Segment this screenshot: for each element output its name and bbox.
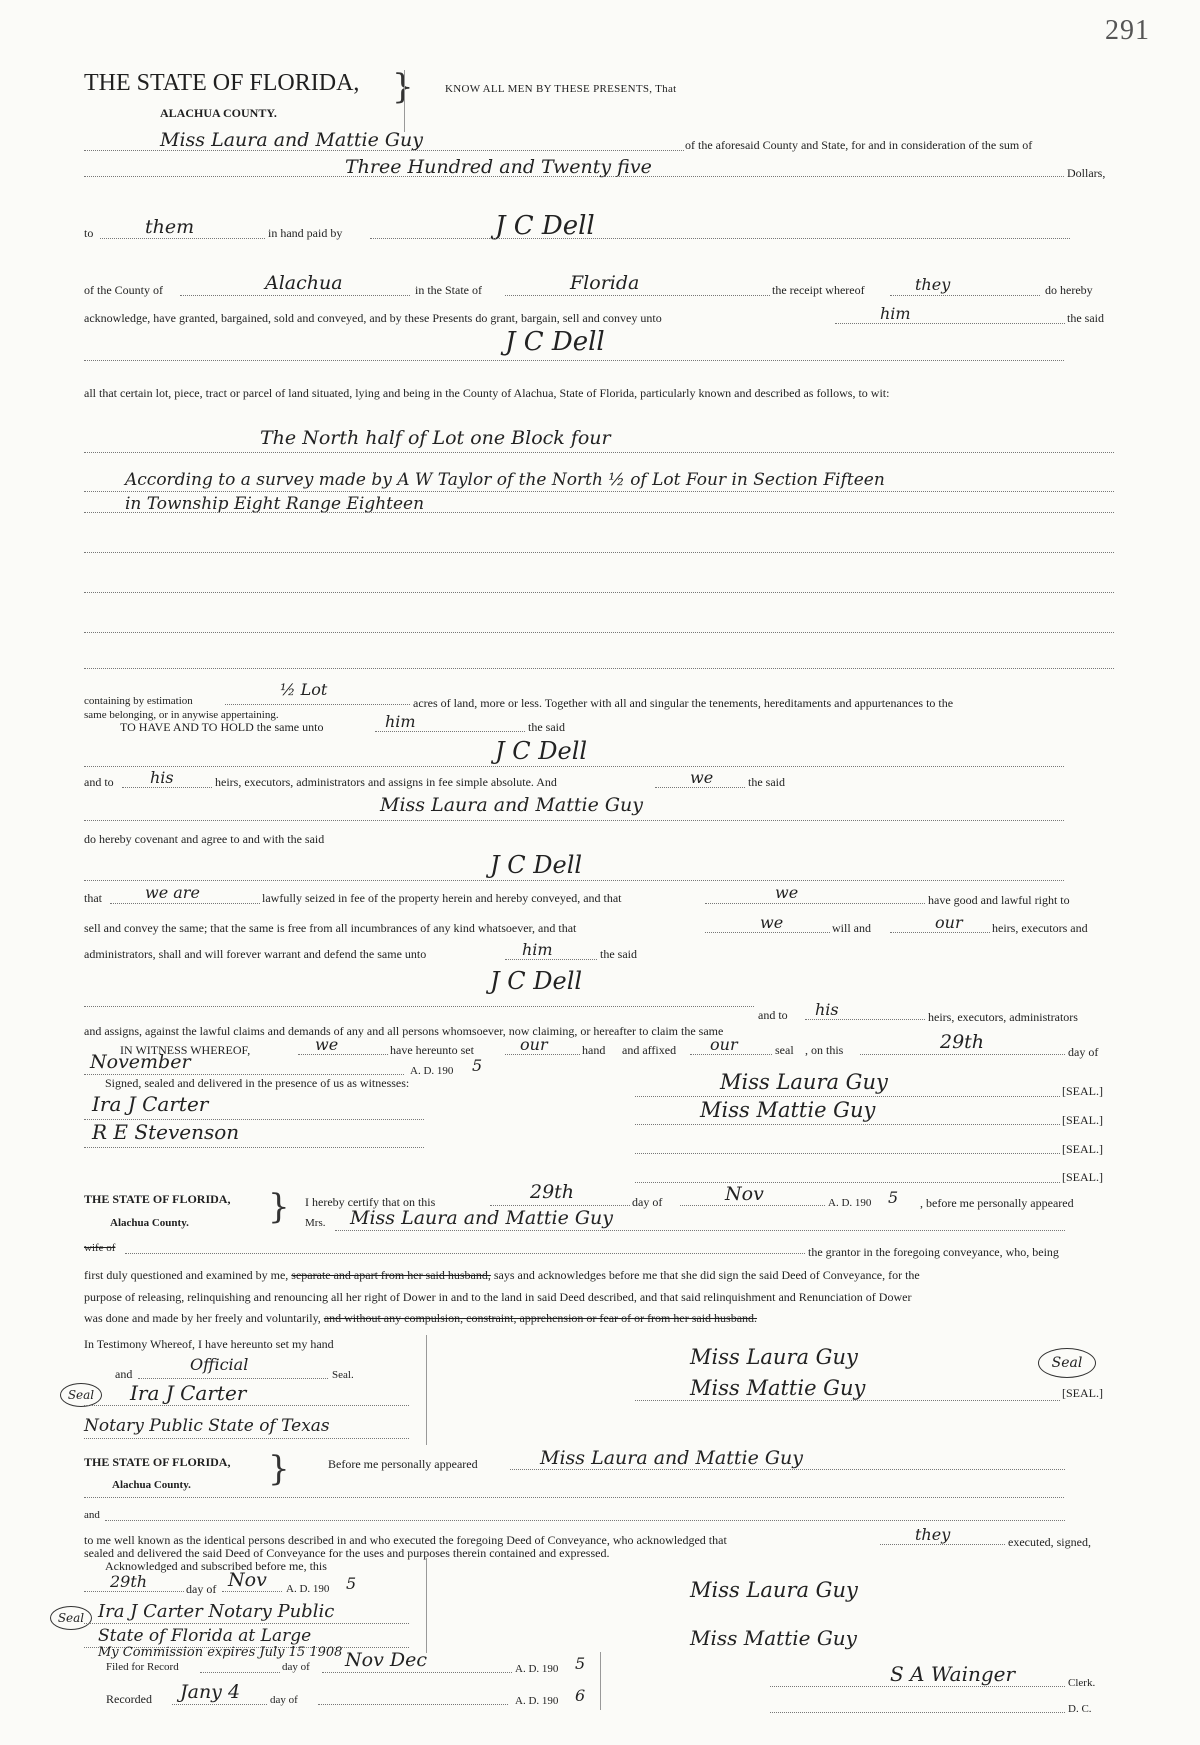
filed-text: Filed for Record bbox=[106, 1661, 179, 1673]
in-state-text: in the State of bbox=[415, 283, 482, 297]
his2-field: his bbox=[815, 1000, 839, 1019]
county-rule bbox=[180, 295, 410, 296]
cert-notary-title: Notary Public State of Texas bbox=[84, 1416, 330, 1436]
the-said4-text: the said bbox=[600, 947, 637, 961]
cert-names: Miss Laura and Mattie Guy bbox=[350, 1207, 614, 1229]
cert-notary-title-rule bbox=[84, 1438, 409, 1439]
and-to2-text: and to bbox=[758, 1008, 788, 1022]
our-field: our bbox=[935, 913, 963, 932]
ack-day-rule bbox=[84, 1591, 184, 1592]
signature-2: Miss Mattie Guy bbox=[700, 1098, 876, 1122]
ack-names: Miss Laura and Mattie Guy bbox=[540, 1447, 804, 1469]
grantee-rule bbox=[84, 360, 1064, 361]
grantee-field: J C Dell bbox=[505, 327, 605, 357]
cert-month-rule bbox=[680, 1205, 825, 1206]
cert-hereby: I hereby certify that on this bbox=[305, 1195, 436, 1209]
sig3-rule bbox=[635, 1153, 1060, 1154]
dollars-text: Dollars, bbox=[1067, 166, 1106, 180]
ack-and-rule bbox=[105, 1520, 1065, 1521]
cert-brace: } bbox=[268, 1187, 290, 1227]
desc-rule-2 bbox=[84, 491, 1114, 492]
recorded-month-rule bbox=[318, 1704, 508, 1705]
lawfully-text: lawfully seized in fee of the property herein and hereby conveyed, and that bbox=[262, 891, 622, 905]
sig1-rule bbox=[635, 1096, 1060, 1097]
grantee2-rule bbox=[84, 766, 1064, 767]
we-rule bbox=[655, 787, 745, 788]
recorded-rule bbox=[172, 1704, 267, 1705]
cert-before: , before me personally appeared bbox=[920, 1196, 1074, 1210]
we3-field: we bbox=[760, 913, 784, 932]
cert-month: Nov bbox=[725, 1183, 764, 1205]
acres-text: acres of land, more or less. Together with all and singular the tenements, hereditaments and appurtenances to the bbox=[413, 696, 954, 710]
year-digit-field: 5 bbox=[472, 1056, 483, 1075]
cert-notary-sig: Ira J Carter bbox=[130, 1381, 247, 1405]
cert-vline bbox=[426, 1335, 427, 1445]
cert-seal-oval-right bbox=[1038, 1348, 1096, 1378]
we4-rule bbox=[298, 1054, 388, 1055]
desc-rule-4 bbox=[84, 552, 1114, 553]
grantors-rule bbox=[84, 150, 684, 151]
cert-wife-of: wife of bbox=[84, 1242, 116, 1254]
header-brace: } bbox=[392, 67, 414, 107]
our3-field: our bbox=[710, 1035, 738, 1054]
grantee3-field: J C Dell bbox=[490, 851, 583, 879]
month-field: November bbox=[90, 1051, 191, 1073]
to-whom-field: them bbox=[145, 216, 195, 238]
description-line-3: in Township Eight Range Eighteen bbox=[125, 494, 425, 514]
ack-and: and bbox=[84, 1509, 100, 1521]
ack-month-rule bbox=[222, 1591, 282, 1592]
and-to-text: and to bbox=[84, 775, 114, 789]
sig4-rule bbox=[635, 1182, 1060, 1183]
recorded-day-of: day of bbox=[270, 1694, 298, 1706]
cert-line3 bbox=[84, 1311, 757, 1325]
recorded-text: Recorded bbox=[106, 1692, 152, 1706]
recorded-year: 6 bbox=[575, 1686, 586, 1705]
state-field: Florida bbox=[570, 272, 640, 294]
cert-wife-rule bbox=[125, 1253, 805, 1254]
cert-line1-strike: separate and apart from her said husband, bbox=[291, 1268, 491, 1282]
receipt-text: the receipt whereof bbox=[772, 283, 865, 297]
unto2-rule bbox=[375, 731, 525, 732]
page-number: 291 bbox=[1105, 15, 1150, 46]
cert-line1 bbox=[84, 1268, 920, 1282]
description-line-2: According to a survey made by A W Taylor of the North ½ of Lot Four in Section Fifteen bbox=[125, 470, 885, 490]
the-said2-text: the said bbox=[528, 720, 565, 734]
witness2-rule bbox=[84, 1147, 424, 1148]
grantee3-rule bbox=[84, 880, 1064, 881]
witness-2: R E Stevenson bbox=[92, 1120, 240, 1144]
containing-text: containing by estimation bbox=[84, 695, 193, 707]
day-of-text: day of bbox=[1068, 1045, 1099, 1059]
cert-and: and bbox=[115, 1367, 133, 1381]
ack-county: Alachua County. bbox=[112, 1479, 191, 1491]
recorded-day: Jany 4 bbox=[180, 1681, 241, 1703]
paid-by-rule bbox=[370, 238, 1070, 239]
desc-rule-1 bbox=[84, 452, 1114, 453]
seal-label-4: [SEAL.] bbox=[1062, 1170, 1103, 1184]
aforesaid-text: of the aforesaid County and State, for and in consideration of the sum of bbox=[685, 138, 1033, 152]
ack-vline bbox=[426, 1558, 427, 1653]
we3-rule bbox=[705, 932, 830, 933]
ack-brace: } bbox=[268, 1449, 290, 1489]
same-belonging-text: same belonging, or in anywise appertaining. bbox=[84, 709, 279, 721]
grantors2-rule bbox=[84, 820, 1064, 821]
cert-official: Official bbox=[190, 1355, 249, 1374]
state-rule bbox=[505, 295, 770, 296]
our2-field: our bbox=[520, 1035, 548, 1054]
filed-month-rule bbox=[322, 1672, 512, 1673]
seal-label-3: [SEAL.] bbox=[1062, 1142, 1103, 1156]
to-rule bbox=[100, 238, 265, 239]
cert-line3a: was done and made by her freely and voluntarily, bbox=[84, 1311, 321, 1325]
grantors-field: Miss Laura and Mattie Guy bbox=[160, 129, 424, 151]
ack-they-rule bbox=[880, 1544, 1005, 1545]
ack-state: THE STATE OF FLORIDA, bbox=[84, 1455, 231, 1469]
cert-day: 29th bbox=[530, 1181, 575, 1203]
clerk-signature: S A Wainger bbox=[890, 1662, 1016, 1686]
filed-month: Nov Dec bbox=[345, 1649, 427, 1671]
cert-seal-oval-right-text: Seal bbox=[1051, 1355, 1083, 1371]
cert-line1b: says and acknowledges before me that she did sign the said Deed of Conveyance, for the bbox=[493, 1268, 920, 1282]
witness-1: Ira J Carter bbox=[92, 1092, 209, 1116]
dc-label: D. C. bbox=[1068, 1703, 1092, 1715]
filed-rule bbox=[200, 1672, 280, 1673]
and-assigns-text: and assigns, against the lawful claims and demands of any and all persons whomsoever, now claiming, or hereafter to claim the same bbox=[84, 1024, 724, 1038]
administrators-text: administrators, shall and will forever warrant and defend the same unto bbox=[84, 947, 427, 961]
ack-day: 29th bbox=[110, 1572, 148, 1591]
cert-mrs: Mrs. bbox=[305, 1217, 326, 1229]
ack-sig-1: Miss Laura Guy bbox=[690, 1578, 858, 1602]
heirs-exec-text: heirs, executors, administrators and assigns in fee simple absolute. And bbox=[215, 775, 557, 789]
day-th-rule bbox=[860, 1054, 1065, 1055]
ad-text: A. D. 190 bbox=[410, 1065, 454, 1077]
grantee4-rule bbox=[84, 1006, 754, 1007]
estimation-rule bbox=[225, 704, 410, 705]
cert-official-rule bbox=[138, 1378, 328, 1379]
ack-blank-rule bbox=[84, 1497, 1064, 1498]
acknowledge-text: acknowledge, have granted, bargained, sold and conveyed, and by these Presents do grant, bargain, sell and convey unto bbox=[84, 311, 662, 325]
clerk-rule bbox=[770, 1686, 1065, 1687]
seal-on-text: seal bbox=[775, 1043, 794, 1057]
in-witness-text: IN WITNESS WHEREOF, bbox=[120, 1043, 251, 1057]
our-rule bbox=[890, 932, 990, 933]
cert-line2: purpose of releasing, relinquishing and renouncing all her right of Dower in and to the land in said Deed described, and that said relinquishment and Renunciation of Dower bbox=[84, 1290, 912, 1304]
ack-month: Nov bbox=[228, 1569, 267, 1591]
cert-ad: A. D. 190 bbox=[828, 1197, 872, 1209]
cert-line1a: first duly questioned and examined by me, bbox=[84, 1268, 289, 1282]
description-line-1: The North half of Lot one Block four bbox=[260, 427, 611, 449]
on-this-text: , on this bbox=[805, 1043, 844, 1057]
desc-rule-6 bbox=[84, 632, 1114, 633]
receipt-rule bbox=[890, 295, 1040, 296]
know-all-text: KNOW ALL MEN BY THESE PRESENTS, That bbox=[445, 83, 677, 95]
all-that-text: all that certain lot, piece, tract or parcel of land situated, lying and being in the County of Alachua, State of Florida, particularly known and described as follows, to wit: bbox=[84, 386, 890, 400]
desc-rule-5 bbox=[84, 592, 1114, 593]
ack-seal-oval bbox=[50, 1606, 92, 1630]
ack-before: Before me personally appeared bbox=[328, 1457, 478, 1471]
signed-text: Signed, sealed and delivered in the presence of us as witnesses: bbox=[105, 1076, 410, 1090]
his2-rule bbox=[805, 1019, 925, 1020]
filed-ad: A. D. 190 bbox=[515, 1663, 559, 1675]
day-th-field: 29th bbox=[940, 1031, 985, 1053]
ack-notary-line: Ira J Carter Notary Public bbox=[98, 1601, 335, 1622]
we4-field: we bbox=[315, 1035, 339, 1054]
filed-day-of: day of bbox=[282, 1661, 310, 1673]
unto-field: him bbox=[880, 304, 911, 323]
ack-notary-rule bbox=[84, 1623, 409, 1624]
sum-field: Three Hundred and Twenty five bbox=[345, 156, 652, 178]
unto3-field: him bbox=[522, 940, 553, 959]
ack-they: they bbox=[915, 1525, 951, 1544]
have-good-text: have good and lawful right to bbox=[928, 893, 1070, 907]
ack-notary-state: State of Florida at Large bbox=[98, 1626, 312, 1646]
that-text: that bbox=[84, 891, 102, 905]
ack-sealed: sealed and delivered the said Deed of Conveyance for the uses and purposes therein contained and expressed. bbox=[84, 1546, 610, 1560]
cert-line3-strike: and without any compulsion, constraint, apprehension or fear of or from her said husband. bbox=[323, 1311, 758, 1325]
ack-seal-oval-text: Seal bbox=[57, 1611, 85, 1625]
and-affixed-text: and affixed bbox=[622, 1043, 677, 1057]
cert-seal-oval-left-text: Seal bbox=[67, 1388, 95, 1402]
seal-label-2: [SEAL.] bbox=[1062, 1113, 1103, 1127]
heirs-exec3-text: heirs, executors, administrators bbox=[928, 1010, 1078, 1024]
signature-1: Miss Laura Guy bbox=[720, 1070, 888, 1094]
the-said3-text: the said bbox=[748, 775, 785, 789]
ack-known: to me well known as the identical persons described in and who executed the foregoing Deed of Conveyance, who acknowledged that bbox=[84, 1533, 727, 1547]
desc-rule-3 bbox=[84, 512, 1114, 513]
hand-and-text: hand bbox=[582, 1043, 606, 1057]
unto2-field: him bbox=[385, 712, 416, 731]
sig2-rule bbox=[635, 1124, 1060, 1125]
header-vline bbox=[404, 70, 405, 132]
grantee4-field: J C Dell bbox=[490, 967, 583, 995]
his-field: his bbox=[150, 768, 174, 787]
ack-ad: A. D. 190 bbox=[286, 1583, 330, 1595]
cert-sig-rule bbox=[635, 1400, 1060, 1401]
to-have-text: TO HAVE AND TO HOLD the same unto bbox=[120, 720, 324, 734]
cert-year: 5 bbox=[888, 1188, 899, 1207]
will-and-text: will and bbox=[832, 921, 871, 935]
cert-notary-rule bbox=[84, 1405, 409, 1406]
cert-state: THE STATE OF FLORIDA, bbox=[84, 1192, 231, 1206]
clerk-label: Clerk. bbox=[1068, 1677, 1096, 1689]
cert-seal-word: Seal. bbox=[332, 1369, 354, 1381]
filed-year: 5 bbox=[575, 1654, 586, 1673]
county-heading: ALACHUA COUNTY. bbox=[160, 106, 277, 120]
ack-executed: executed, signed, bbox=[1008, 1535, 1091, 1549]
cert-testimony: In Testimony Whereof, I have hereunto set my hand bbox=[84, 1337, 334, 1351]
cert-day-rule bbox=[490, 1205, 630, 1206]
we-field: we bbox=[690, 768, 714, 787]
of-county-text: of the County of bbox=[84, 283, 163, 297]
our3-rule bbox=[690, 1054, 772, 1055]
sum-rule bbox=[84, 176, 1064, 177]
we2-rule bbox=[705, 903, 925, 904]
we-are-field: we are bbox=[145, 883, 200, 902]
cert-sig-2: Miss Mattie Guy bbox=[690, 1376, 866, 1400]
grantors2-field: Miss Laura and Mattie Guy bbox=[380, 794, 644, 816]
cert-sig-1: Miss Laura Guy bbox=[690, 1345, 858, 1369]
cert-grantor-text: the grantor in the foregoing conveyance, who, being bbox=[808, 1245, 1059, 1259]
dc-rule bbox=[770, 1712, 1065, 1713]
ack-commission: My Commission expires July 15 1908 bbox=[98, 1645, 343, 1660]
have-hereunto-text: have hereunto set bbox=[390, 1043, 474, 1057]
cert-seal-oval-left bbox=[60, 1383, 102, 1407]
ack-sig-2: Miss Mattie Guy bbox=[690, 1626, 857, 1650]
cert-county: Alachua County. bbox=[110, 1217, 189, 1229]
cert-names-rule bbox=[335, 1230, 1065, 1231]
in-hand-text: in hand paid by bbox=[268, 226, 343, 240]
heirs-exec2-text: heirs, executors and bbox=[992, 921, 1088, 935]
sell-convey-text: sell and convey the same; that the same is free from all incumbrances of any kind whatsoever, and that bbox=[84, 921, 577, 935]
ack-year: 5 bbox=[346, 1574, 357, 1593]
we2-field: we bbox=[775, 883, 799, 902]
county-field: Alachua bbox=[265, 272, 343, 294]
seal-label-1: [SEAL.] bbox=[1062, 1084, 1103, 1098]
do-hereby-text: do hereby bbox=[1045, 283, 1093, 297]
we-are-rule bbox=[110, 903, 260, 904]
covenant-text: do hereby covenant and agree to and with the said bbox=[84, 832, 325, 846]
cert-day-of: day of bbox=[632, 1195, 663, 1209]
estimation-field: ½ Lot bbox=[280, 680, 328, 699]
desc-rule-7 bbox=[84, 668, 1114, 669]
paid-by-field: J C Dell bbox=[495, 211, 595, 241]
recorded-ad: A. D. 190 bbox=[515, 1695, 559, 1707]
to-text: to bbox=[84, 226, 94, 240]
grantee2-field: J C Dell bbox=[495, 737, 588, 765]
unto3-rule bbox=[505, 959, 597, 960]
month-rule bbox=[84, 1074, 404, 1075]
ack-subscribed: Acknowledged and subscribed before me, this bbox=[105, 1559, 327, 1573]
his-rule bbox=[122, 787, 212, 788]
the-said-text: the said bbox=[1067, 311, 1104, 325]
our2-rule bbox=[505, 1054, 580, 1055]
cert-seal-label: [SEAL.] bbox=[1062, 1386, 1103, 1400]
unto-rule bbox=[835, 323, 1065, 324]
filing-vline bbox=[600, 1652, 601, 1710]
ack-names-rule bbox=[510, 1469, 1065, 1470]
ack-day-of: day of bbox=[186, 1582, 217, 1596]
state-heading: THE STATE OF FLORIDA, bbox=[84, 70, 360, 96]
receipt-by-field: they bbox=[915, 275, 951, 294]
